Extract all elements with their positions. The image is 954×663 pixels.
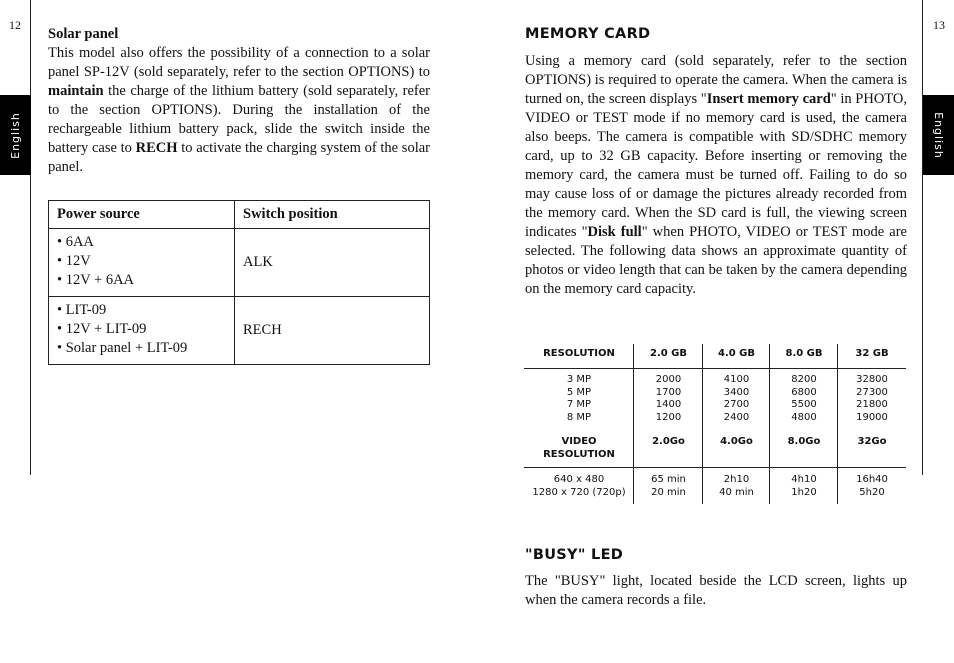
photo-row: [524, 412, 906, 425]
capacity-cell: 3400: [723, 386, 750, 398]
language-tab-label: English: [932, 111, 946, 159]
capacity-cell: 1h20: [791, 486, 817, 498]
capacity-cell: 2h10: [723, 474, 750, 485]
capacity-cell: 8200: [791, 374, 817, 385]
video-row: [524, 474, 906, 487]
capacity-cell: 40 min: [719, 486, 754, 498]
paragraph-text: This model also offers the possibility of a connection to a solar panel SP-12V (sold separately, refer to the section OPTIONS) to: [48, 45, 430, 80]
bold-text: Insert memory card: [706, 91, 831, 107]
power-source-header: Power source: [49, 201, 235, 229]
photo-row: [524, 399, 906, 412]
capacity-header: 2.0 GB: [649, 348, 688, 359]
capacity-cell: 32Go: [857, 436, 887, 447]
busy-led-paragraph: The "BUSY" light, located beside the LCD screen, lights up when the camera records a file.: [525, 573, 907, 608]
margin-line-right: [922, 0, 923, 475]
power-source-cell: [49, 229, 235, 297]
resolution-cell: 1280 x 720 (720p): [532, 486, 626, 498]
column-divider: [702, 344, 703, 504]
table-row: [49, 229, 430, 297]
memory-card-paragraph: [525, 52, 907, 299]
switch-position-cell: RECH: [235, 297, 430, 365]
video-header-row: [524, 436, 906, 468]
column-divider: [769, 344, 770, 504]
capacity-cell: 2700: [723, 399, 750, 410]
page-number-left: 12: [9, 18, 21, 32]
resolution-cell: 7 MP: [566, 399, 592, 410]
capacity-cell: 2400: [723, 411, 750, 423]
resolution-header: RESOLUTION: [543, 348, 615, 359]
margin-line-left: [30, 0, 31, 475]
capacity-cell: 2000: [655, 374, 682, 385]
capacity-header: 4.0 GB: [717, 348, 756, 359]
busy-led-heading: "BUSY" LED: [525, 547, 624, 563]
resolution-cell: 8 MP: [566, 411, 592, 423]
capacity-table-body: [524, 369, 906, 499]
busy-led-section: [525, 547, 907, 610]
power-source-item: • 12V + LIT-09: [57, 321, 147, 337]
capacity-cell: 19000: [856, 411, 888, 423]
video-row: [524, 487, 906, 500]
table-header-row: [49, 201, 430, 229]
paragraph-text: " in PHOTO, VIDEO or TEST mode if no memory card is used, the camera also beeps. The camera is compatible with SD/SDHC memory card, up to 32 GB capacity. Before inserting or removing the memory card, the camera must be turned off. Failing to do so may cause loss of or damage the pictures already recorded from the memory card. When the SD card is full, the viewing screen indicates ": [525, 91, 908, 240]
power-source-item: • 12V: [57, 253, 91, 269]
capacity-cell: 21800: [856, 399, 888, 410]
language-tab-left: [0, 95, 31, 175]
power-source-item: • 12V + 6AA: [57, 272, 135, 288]
language-tab-right: [923, 95, 954, 175]
capacity-cell: 27300: [856, 386, 888, 398]
power-source-cell: [49, 297, 235, 365]
capacity-cell: 1200: [655, 411, 682, 423]
solar-panel-heading: Solar panel: [48, 26, 119, 42]
capacity-cell: 4800: [791, 411, 817, 423]
bold-text: Disk full: [587, 224, 642, 240]
solar-panel-paragraph: [48, 44, 430, 177]
switch-position-table: [48, 200, 430, 365]
capacity-cell: 20 min: [651, 486, 686, 498]
bold-text: RECH: [135, 140, 178, 156]
page-number-right: 13: [933, 18, 945, 32]
capacity-cell: 5h20: [859, 486, 885, 498]
capacity-header: 32 GB: [855, 348, 889, 359]
capacity-cell: 2.0Go: [652, 436, 685, 447]
power-source-item: • LIT-09: [57, 302, 107, 318]
resolution-cell: 5 MP: [566, 386, 592, 398]
memory-card-section: [525, 25, 907, 299]
capacity-cell: 5500: [791, 399, 817, 410]
capacity-header: 8.0 GB: [785, 348, 823, 359]
capacity-cell: 4.0Go: [720, 436, 753, 447]
capacity-cell: 1700: [655, 386, 682, 398]
capacity-cell: 6800: [791, 386, 817, 398]
column-divider: [633, 344, 634, 504]
capacity-table: [524, 344, 906, 499]
memory-card-heading: MEMORY CARD: [525, 26, 651, 42]
resolution-cell: 640 x 480: [553, 474, 605, 485]
solar-panel-section: [48, 25, 430, 177]
capacity-cell: 8.0Go: [787, 436, 821, 447]
paragraph-text: the charge of the lithium battery (sold separately, refer to the section OPTIONS). During the installation of the rechargeable lithium battery pack, slide the switch inside the battery case to: [48, 83, 430, 156]
column-divider: [837, 344, 838, 504]
power-source-item: • Solar panel + LIT-09: [57, 340, 188, 356]
language-tab-label: English: [9, 111, 23, 159]
power-source-item: • 6AA: [57, 234, 94, 250]
photo-row: [524, 374, 906, 387]
switch-position-header: Switch position: [235, 201, 430, 229]
bold-text: maintain: [48, 83, 104, 99]
capacity-cell: 4100: [723, 374, 750, 385]
capacity-cell: 1400: [655, 399, 682, 410]
capacity-cell: 4h10: [791, 474, 817, 485]
capacity-cell: 16h40: [856, 474, 888, 485]
switch-position-cell: ALK: [235, 229, 430, 297]
capacity-table-header: [524, 344, 906, 369]
table-row: [49, 297, 430, 365]
photo-row: [524, 387, 906, 400]
paragraph-text: " when PHOTO, VIDEO or TEST mode are selected. The following data shows an approximate quantity of photos or video length that can be taken by the camera depending on the memory card capacity.: [525, 224, 907, 297]
capacity-cell: 32800: [856, 374, 888, 385]
paragraph-text: Using a memory card (sold separately, refer to the section OPTIONS) is required to operate the camera. When the camera is turned on, the screen displays ": [525, 53, 907, 107]
capacity-cell: 65 min: [651, 474, 686, 485]
resolution-cell: 3 MP: [566, 374, 592, 385]
resolution-cell: VIDEO RESOLUTION: [543, 436, 615, 460]
paragraph-text: to activate the charging system of the solar panel.: [48, 140, 430, 175]
